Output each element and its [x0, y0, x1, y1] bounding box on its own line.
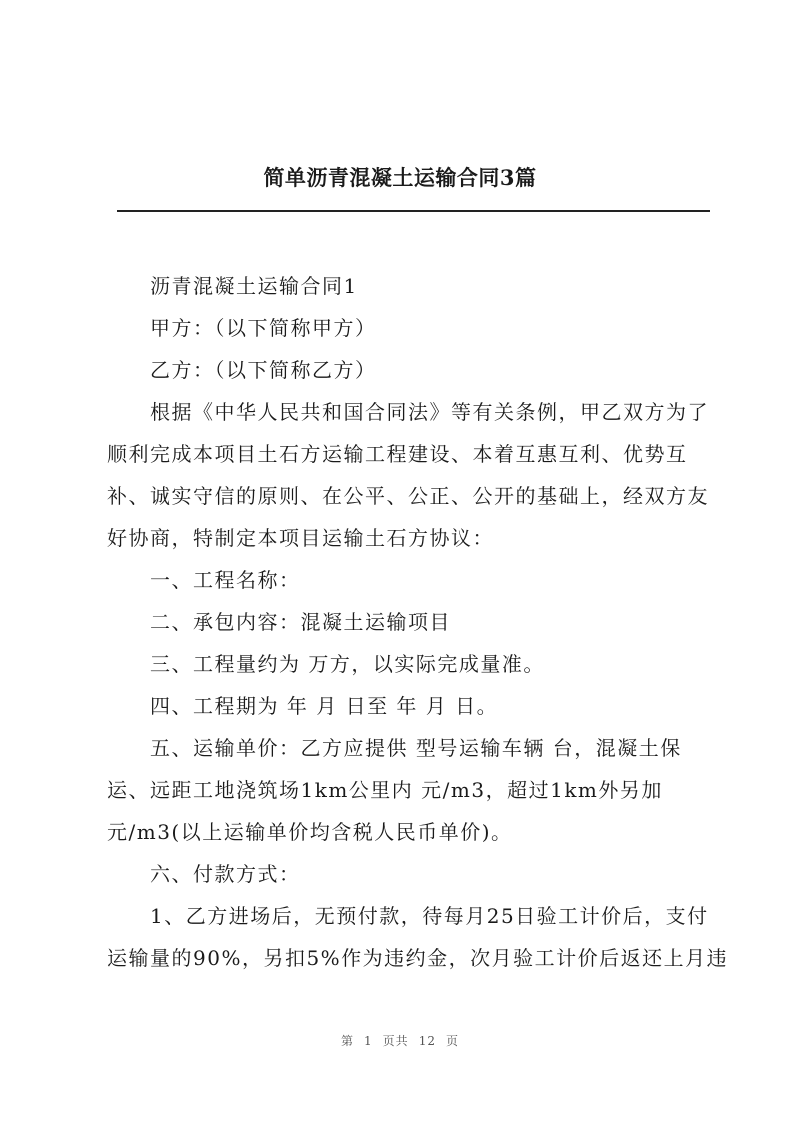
- clause-payment: 六、付款方式：: [150, 862, 301, 886]
- preamble-line: 补、诚实守信的原则、在公平、公正、公开的基础上，经双方友: [107, 484, 709, 508]
- document-title: 简单沥青混凝土运输合同3篇: [263, 165, 537, 190]
- party-a-line: 甲方：（以下简称甲方）: [150, 316, 377, 340]
- clause-unit-price: 五、运输单价：乙方应提供 型号运输车辆 台，混凝土保: [150, 736, 682, 760]
- footer-suffix: 页: [445, 1034, 459, 1048]
- footer-middle: 页共: [382, 1034, 409, 1048]
- total-pages: 12: [418, 1034, 436, 1048]
- preamble-line: 顺利完成本项目土石方运输工程建设、本着互惠互利、优势互: [107, 442, 688, 466]
- title-divider: [117, 210, 710, 212]
- footer-prefix: 第: [341, 1034, 355, 1048]
- clause-period: 四、工程期为 年 月 日至 年 月 日。: [150, 694, 499, 718]
- section-heading: 沥青混凝土运输合同1: [150, 274, 358, 298]
- clause-quantity: 三、工程量约为 万方，以实际完成量准。: [150, 652, 545, 676]
- page-footer: [0, 1032, 800, 1050]
- preamble-line: 好协商，特制定本项目运输土石方协议：: [107, 526, 494, 550]
- clause-project-name: 一、工程名称：: [150, 568, 301, 592]
- preamble-line: 根据《中华人民共和国合同法》等有关条例，甲乙双方为了: [150, 400, 709, 424]
- clause-contract-content: 二、承包内容：混凝土运输项目: [150, 610, 451, 634]
- party-b-line: 乙方：（以下简称乙方）: [150, 358, 377, 382]
- page-number: 1: [364, 1034, 373, 1048]
- clause-unit-price: 元/m3(以上运输单价均含税人民币单价)。: [107, 820, 513, 844]
- payment-item: 运输量的90%，另扣5%作为违约金，次月验工计价后返还上月违: [107, 946, 729, 970]
- clause-unit-price: 运、远距工地浇筑场1km公里内 元/m3，超过1km外另加: [107, 778, 663, 802]
- payment-item: 1、乙方进场后，无预付款，待每月25日验工计价后，支付: [150, 904, 709, 928]
